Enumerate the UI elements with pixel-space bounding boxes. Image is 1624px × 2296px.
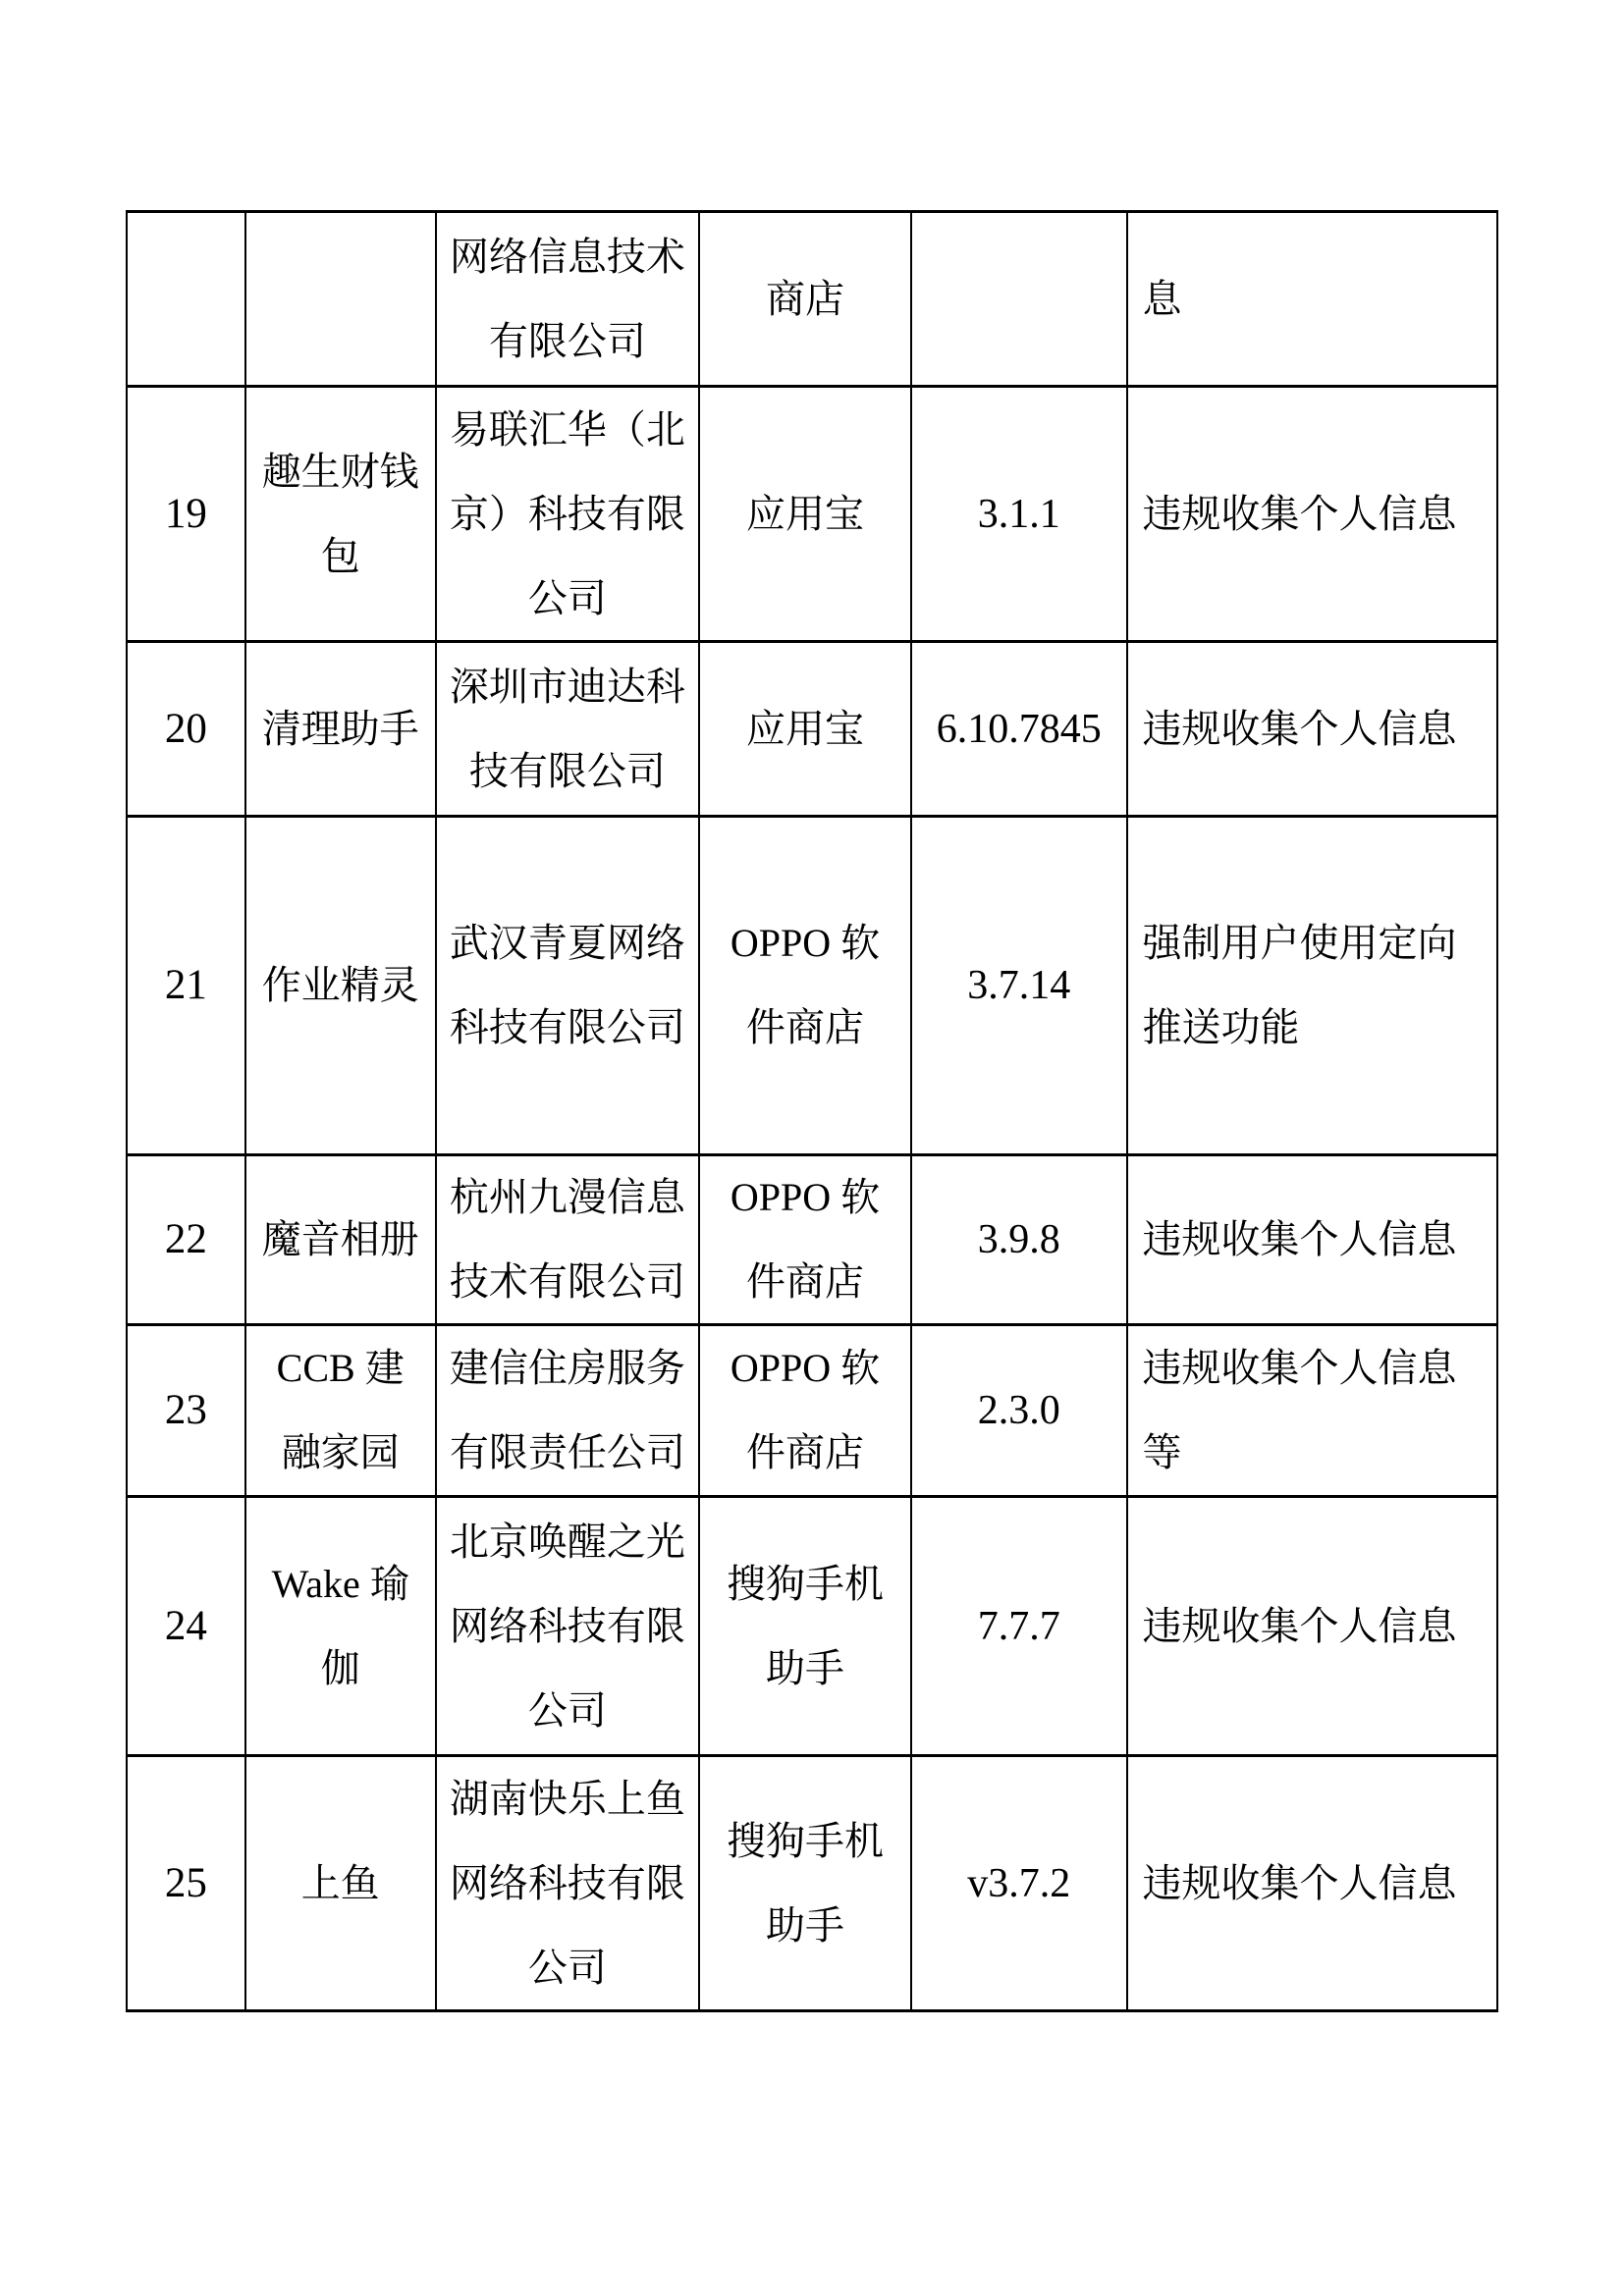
- text-line: 京）科技有限: [449, 491, 685, 536]
- text-line: 强制用户使用定向: [1142, 921, 1457, 965]
- cell-app-name: [246, 388, 437, 643]
- text-line: Wake 瑜: [271, 1561, 409, 1606]
- cell-version: [912, 643, 1128, 818]
- text-line: 推送功能: [1142, 1005, 1300, 1049]
- text-line: 伽: [320, 1645, 360, 1690]
- table-row: [128, 643, 1498, 818]
- text-line: 上鱼: [300, 1860, 380, 1905]
- cell-reason: [1128, 1498, 1498, 1757]
- cell-reason: [1128, 1326, 1498, 1498]
- text-line: 网络科技有限: [449, 1603, 685, 1648]
- cell-version: [912, 818, 1128, 1156]
- cell-app-name: [246, 818, 437, 1156]
- cell-reason: [1128, 1757, 1498, 2012]
- cell-no: [128, 1326, 246, 1498]
- text-line: 魔音相册: [261, 1217, 419, 1261]
- table-row: [128, 213, 1498, 388]
- text-line: OPPO 软: [730, 1346, 881, 1390]
- text-line: 违规收集个人信息: [1142, 491, 1457, 536]
- text-line: CCB 建: [276, 1346, 405, 1390]
- text-line: 有限公司: [488, 318, 646, 363]
- cell-app-name: [246, 1156, 437, 1326]
- table-row: [128, 388, 1498, 643]
- text-line: 技有限公司: [468, 748, 666, 793]
- cell-company: [437, 643, 701, 818]
- text-line: 北京唤醒之光: [449, 1519, 685, 1564]
- cell-no: [128, 818, 246, 1156]
- text-line: 3.1.1: [977, 491, 1060, 537]
- text-line: 息: [1142, 276, 1182, 321]
- text-line: 融家园: [281, 1430, 400, 1474]
- text-line: 趣生财钱: [261, 449, 419, 494]
- text-line: 易联汇华（北: [449, 406, 685, 452]
- table-row: [128, 1156, 1498, 1326]
- text-line: 助手: [766, 1645, 844, 1690]
- text-line: v3.7.2: [967, 1860, 1071, 1906]
- cell-app-name: [246, 1326, 437, 1498]
- cell-company: [437, 1498, 701, 1757]
- text-line: 19: [164, 490, 207, 537]
- text-line: 有限责任公司: [449, 1430, 685, 1474]
- text-line: 武汉青夏网络: [449, 921, 685, 965]
- text-line: 2.3.0: [977, 1388, 1060, 1433]
- cell-no: [128, 1156, 246, 1326]
- cell-company: [437, 1757, 701, 2012]
- cell-no: [128, 213, 246, 388]
- text-line: OPPO 软: [730, 1175, 881, 1219]
- text-line: 搜狗手机: [727, 1561, 884, 1606]
- cell-company: [437, 388, 701, 643]
- text-line: 3.7.14: [967, 963, 1071, 1008]
- text-line: 作业精灵: [261, 963, 419, 1007]
- cell-reason: [1128, 818, 1498, 1156]
- table-row: [128, 1757, 1498, 2012]
- cell-app-name: [246, 213, 437, 388]
- text-line: 违规收集个人信息: [1142, 706, 1457, 751]
- text-line: 24: [164, 1602, 207, 1649]
- cell-version: [912, 1498, 1128, 1757]
- text-line: 违规收集个人信息: [1142, 1346, 1457, 1390]
- table-row: [128, 818, 1498, 1156]
- text-line: 商店: [766, 276, 844, 321]
- text-line: 22: [164, 1216, 207, 1262]
- text-line: 件商店: [746, 1005, 864, 1049]
- text-line: 建信住房服务: [449, 1346, 685, 1390]
- text-line: 21: [164, 962, 207, 1008]
- text-line: 清理助手: [261, 706, 419, 751]
- cell-store: [700, 1498, 912, 1757]
- cell-store: [700, 1326, 912, 1498]
- text-line: 25: [164, 1859, 207, 1906]
- text-line: 等: [1142, 1430, 1182, 1474]
- text-line: 网络科技有限: [449, 1860, 685, 1905]
- cell-company: [437, 818, 701, 1156]
- table-row: [128, 1498, 1498, 1757]
- text-line: 杭州九漫信息: [449, 1175, 685, 1219]
- cell-no: [128, 1757, 246, 2012]
- text-line: 公司: [527, 1945, 607, 1990]
- cell-app-name: [246, 1498, 437, 1757]
- text-line: 助手: [766, 1902, 844, 1948]
- cell-reason: [1128, 643, 1498, 818]
- table-row: [128, 1326, 1498, 1498]
- text-line: 应用宝: [746, 706, 864, 751]
- text-line: 违规收集个人信息: [1142, 1603, 1457, 1648]
- cell-reason: [1128, 388, 1498, 643]
- text-line: 包: [320, 533, 360, 578]
- cell-store: [700, 388, 912, 643]
- text-line: OPPO 软: [730, 921, 881, 965]
- cell-company: [437, 1326, 701, 1498]
- cell-store: [700, 213, 912, 388]
- text-line: 件商店: [746, 1259, 864, 1304]
- text-line: 科技有限公司: [449, 1005, 685, 1049]
- cell-company: [437, 213, 701, 388]
- text-line: 技术有限公司: [449, 1259, 685, 1304]
- cell-store: [700, 1156, 912, 1326]
- text-line: 深圳市迪达科: [449, 664, 685, 709]
- cell-version: [912, 213, 1128, 388]
- text-line: 公司: [527, 575, 607, 620]
- text-line: 件商店: [746, 1430, 864, 1474]
- cell-reason: [1128, 213, 1498, 388]
- text-line: 公司: [527, 1687, 607, 1733]
- cell-store: [700, 818, 912, 1156]
- text-line: 网络信息技术: [449, 234, 685, 279]
- cell-app-name: [246, 1757, 437, 2012]
- cell-store: [700, 643, 912, 818]
- cell-store: [700, 1757, 912, 2012]
- text-line: 6.10.7845: [936, 706, 1102, 752]
- text-line: 违规收集个人信息: [1142, 1217, 1457, 1261]
- cell-version: [912, 388, 1128, 643]
- text-line: 应用宝: [746, 491, 864, 536]
- text-line: 20: [164, 705, 207, 752]
- cell-app-name: [246, 643, 437, 818]
- violation-table: [126, 210, 1498, 2012]
- cell-reason: [1128, 1156, 1498, 1326]
- cell-version: [912, 1326, 1128, 1498]
- text-line: 3.9.8: [977, 1217, 1060, 1262]
- text-line: 违规收集个人信息: [1142, 1860, 1457, 1905]
- text-line: 7.7.7: [977, 1603, 1060, 1649]
- cell-version: [912, 1757, 1128, 2012]
- text-line: 23: [164, 1387, 207, 1433]
- cell-no: [128, 643, 246, 818]
- cell-no: [128, 1498, 246, 1757]
- text-line: 湖南快乐上鱼: [449, 1776, 685, 1821]
- cell-version: [912, 1156, 1128, 1326]
- cell-no: [128, 388, 246, 643]
- text-line: 搜狗手机: [727, 1818, 884, 1863]
- cell-company: [437, 1156, 701, 1326]
